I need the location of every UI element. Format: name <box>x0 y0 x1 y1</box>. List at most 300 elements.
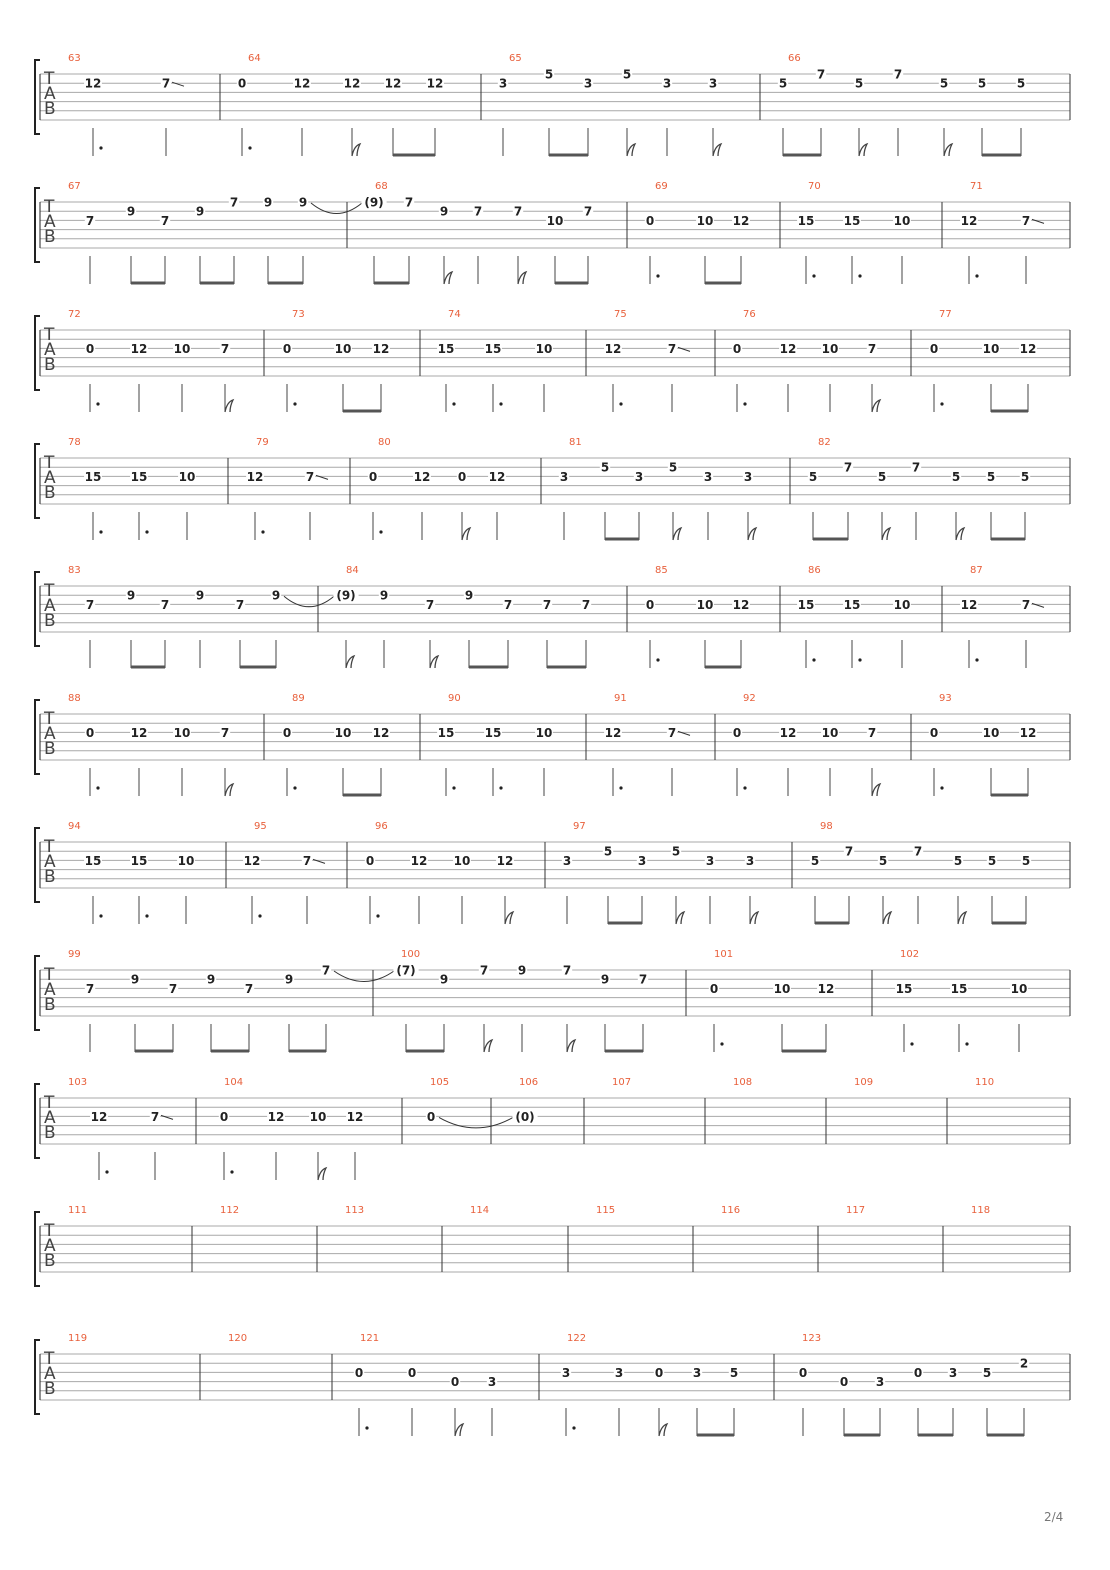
measure-number: 109 <box>854 1077 874 1088</box>
dot <box>743 402 746 405</box>
tab-system-11 <box>35 1333 1070 1436</box>
tab-clef-letter: A <box>44 852 56 872</box>
tab-clef-letter: T <box>44 69 55 89</box>
tab-clef-letter: T <box>44 837 55 857</box>
system-bracket <box>35 1084 40 1158</box>
fret-number: 3 <box>614 1365 624 1380</box>
fret-number: 3 <box>634 469 644 484</box>
measure-number: 77 <box>939 309 952 320</box>
tab-clef-letter: B <box>44 995 56 1015</box>
measure-number: 119 <box>68 1333 88 1344</box>
fret-number: 10 <box>535 341 553 356</box>
fret-number: 10 <box>309 1109 327 1124</box>
fret-number: 5 <box>808 469 818 484</box>
fret-number: 5 <box>603 844 613 859</box>
tab-clef-letter: A <box>44 980 56 1000</box>
tab-clef-letter: B <box>44 1379 56 1399</box>
fret-number: 12 <box>243 853 261 868</box>
fret-number: 10 <box>546 213 564 228</box>
fret-number: 12 <box>372 725 390 740</box>
dot <box>975 658 978 661</box>
fret-number: 3 <box>583 76 593 91</box>
dot <box>499 402 502 405</box>
dot <box>619 402 622 405</box>
fret-number: 5 <box>671 844 681 859</box>
dot <box>940 402 943 405</box>
eighth-flag <box>748 528 756 540</box>
dot <box>379 530 382 533</box>
tab-system-2 <box>35 181 1070 284</box>
eighth-flag <box>518 272 526 284</box>
fret-number: 12 <box>496 853 514 868</box>
eighth-flag <box>455 1424 463 1436</box>
fret-number: 0 <box>732 725 742 740</box>
dot <box>965 1042 968 1045</box>
dot <box>452 402 455 405</box>
fret-number: 7 <box>302 853 312 868</box>
tab-clef-letter: A <box>44 724 56 744</box>
fret-number: 3 <box>562 853 572 868</box>
tie-arc <box>334 971 394 982</box>
system-bracket <box>35 1340 40 1414</box>
tab-clef-letter: A <box>44 340 56 360</box>
fret-number: 12 <box>413 469 431 484</box>
measure-number: 89 <box>292 693 305 704</box>
fret-number: 0 <box>368 469 378 484</box>
fret-number: 7 <box>1021 597 1031 612</box>
fret-number: 12 <box>1019 725 1037 740</box>
fret-number: 7 <box>220 341 230 356</box>
fret-number: 10 <box>334 341 352 356</box>
fret-number: 0 <box>237 76 247 91</box>
fret-number: 9 <box>298 195 308 210</box>
fret-number: 7 <box>150 1109 160 1124</box>
eighth-flag <box>944 144 952 156</box>
fret-number: 7 <box>667 341 677 356</box>
fret-number: 9 <box>271 588 281 603</box>
dot <box>230 1170 233 1173</box>
measure-number: 68 <box>375 181 388 192</box>
fret-number: 3 <box>561 1365 571 1380</box>
eighth-flag <box>659 1424 667 1436</box>
fret-number: 12 <box>604 725 622 740</box>
fret-number: 7 <box>229 195 239 210</box>
tab-clef-letter: B <box>44 227 56 247</box>
fret-number: 7 <box>85 597 95 612</box>
tab-system-8 <box>35 949 1070 1052</box>
eighth-flag <box>676 912 684 924</box>
tab-clef-letter: B <box>44 355 56 375</box>
system-bracket <box>35 60 40 134</box>
fret-number: 9 <box>517 963 527 978</box>
measure-number: 92 <box>743 693 756 704</box>
fret-number: 12 <box>267 1109 285 1124</box>
fret-number: 7 <box>85 213 95 228</box>
tab-system-6 <box>35 693 1070 796</box>
fret-number: 9 <box>130 972 140 987</box>
tab-system-9 <box>35 1077 1070 1180</box>
measure-number: 75 <box>614 309 627 320</box>
tab-system-4 <box>35 437 1070 540</box>
eighth-flag <box>872 400 880 412</box>
measure-number: 104 <box>224 1077 244 1088</box>
fret-number: 12 <box>130 725 148 740</box>
measure-number: 79 <box>256 437 269 448</box>
measure-number: 78 <box>68 437 81 448</box>
tab-clef-letter: T <box>44 453 55 473</box>
fret-number: 7 <box>244 981 254 996</box>
dot <box>145 914 148 917</box>
dot <box>365 1426 368 1429</box>
fret-number: 7 <box>1021 213 1031 228</box>
fret-number: 7 <box>220 725 230 740</box>
measure-number: 69 <box>655 181 668 192</box>
fret-number: 3 <box>498 76 508 91</box>
fret-number: 12 <box>732 213 750 228</box>
measure-number: 98 <box>820 821 833 832</box>
fret-number: 12 <box>246 469 264 484</box>
fret-number: 3 <box>708 76 718 91</box>
measure-number: 64 <box>248 53 261 64</box>
tab-clef-letter: B <box>44 483 56 503</box>
measure-number: 115 <box>596 1205 616 1216</box>
dot <box>99 146 102 149</box>
measure-number: 82 <box>818 437 831 448</box>
fret-number: 15 <box>797 597 815 612</box>
measure-number: 100 <box>401 949 421 960</box>
fret-number: 15 <box>843 597 861 612</box>
tie-arc <box>311 203 362 214</box>
tab-clef-letter: B <box>44 99 56 119</box>
tab-clef-letter: B <box>44 1123 56 1143</box>
fret-number: 0 <box>426 1109 436 1124</box>
fret-number: 5 <box>939 76 949 91</box>
tab-clef-letter: B <box>44 739 56 759</box>
fret-number: 12 <box>1019 341 1037 356</box>
tab-clef-letter: A <box>44 596 56 616</box>
fret-number: 9 <box>126 204 136 219</box>
fret-number: 10 <box>535 725 553 740</box>
system-bracket <box>35 956 40 1030</box>
fret-number: 3 <box>948 1365 958 1380</box>
fret-number: 12 <box>960 597 978 612</box>
fret-number: 7 <box>321 963 331 978</box>
fret-number: 0 <box>654 1365 664 1380</box>
tab-clef-letter: B <box>44 1251 56 1271</box>
fret-number: 12 <box>372 341 390 356</box>
tab-system-1 <box>35 53 1070 156</box>
tab-clef-letter: A <box>44 1108 56 1128</box>
dot <box>452 786 455 789</box>
measure-number: 111 <box>68 1205 88 1216</box>
fret-number: 7 <box>913 844 923 859</box>
fret-number: 9 <box>195 204 205 219</box>
fret-number: 5 <box>953 853 963 868</box>
fret-number: 12 <box>343 76 361 91</box>
fret-number: 7 <box>479 963 489 978</box>
measure-number: 102 <box>900 949 920 960</box>
eighth-flag <box>444 272 452 284</box>
fret-number: 5 <box>600 460 610 475</box>
tab-system-7 <box>35 821 1070 924</box>
fret-number: 10 <box>173 725 191 740</box>
fret-number: 10 <box>334 725 352 740</box>
fret-number: 12 <box>779 341 797 356</box>
fret-number: (0) <box>515 1109 535 1124</box>
fret-number: 5 <box>1020 469 1030 484</box>
fret-number: 5 <box>622 67 632 82</box>
fret-number: 7 <box>844 844 854 859</box>
fret-number: 7 <box>581 597 591 612</box>
eighth-flag <box>225 400 233 412</box>
fret-number: 10 <box>178 469 196 484</box>
fret-number: 9 <box>439 972 449 987</box>
eighth-flag <box>750 912 758 924</box>
fret-number: 5 <box>977 76 987 91</box>
fret-number: 0 <box>450 1375 460 1390</box>
fret-number: (9) <box>364 195 384 210</box>
system-bracket <box>35 188 40 262</box>
dot <box>248 146 251 149</box>
tab-clef-letter: A <box>44 1364 56 1384</box>
dot <box>858 274 861 277</box>
eighth-flag <box>859 144 867 156</box>
tab-system-5 <box>35 565 1070 668</box>
fret-number: 5 <box>544 67 554 82</box>
tab-clef-letter: B <box>44 867 56 887</box>
fret-number: 9 <box>439 204 449 219</box>
fret-number: 0 <box>839 1375 849 1390</box>
fret-number: 7 <box>160 213 170 228</box>
fret-number: 0 <box>645 213 655 228</box>
eighth-flag <box>713 144 721 156</box>
tab-clef-letter: T <box>44 965 55 985</box>
system-bracket <box>35 444 40 518</box>
measure-number: 114 <box>470 1205 490 1216</box>
eighth-flag <box>958 912 966 924</box>
measure-number: 81 <box>569 437 582 448</box>
fret-number: 9 <box>464 588 474 603</box>
fret-number: 7 <box>168 981 178 996</box>
fret-number: 15 <box>950 981 968 996</box>
measure-number: 99 <box>68 949 81 960</box>
fret-number: 0 <box>929 725 939 740</box>
fret-number: 15 <box>130 853 148 868</box>
measure-number: 120 <box>228 1333 248 1344</box>
fret-number: 7 <box>867 725 877 740</box>
tie-arc <box>284 596 334 607</box>
measure-number: 106 <box>519 1077 539 1088</box>
measure-number: 113 <box>345 1205 365 1216</box>
dot <box>656 658 659 661</box>
eighth-flag <box>882 528 890 540</box>
eighth-flag <box>318 1168 326 1180</box>
fret-number: 9 <box>126 588 136 603</box>
fret-number: 12 <box>384 76 402 91</box>
eighth-flag <box>462 528 470 540</box>
measure-number: 70 <box>808 181 821 192</box>
system-bracket <box>35 572 40 646</box>
dot <box>99 530 102 533</box>
fret-number: 9 <box>206 972 216 987</box>
dot <box>812 274 815 277</box>
dot <box>743 786 746 789</box>
fret-number: 0 <box>219 1109 229 1124</box>
measure-number: 93 <box>939 693 952 704</box>
measure-number: 80 <box>378 437 391 448</box>
dot <box>258 914 261 917</box>
dot <box>376 914 379 917</box>
fret-number: 0 <box>913 1365 923 1380</box>
dot <box>293 402 296 405</box>
fret-number: 7 <box>473 204 483 219</box>
fret-number: 0 <box>282 341 292 356</box>
eighth-flag <box>484 1040 492 1052</box>
measure-number: 123 <box>802 1333 822 1344</box>
dot <box>812 658 815 661</box>
measure-number: 95 <box>254 821 267 832</box>
fret-number: 10 <box>982 341 1000 356</box>
fret-number: 3 <box>487 1375 497 1390</box>
fret-number: 10 <box>173 341 191 356</box>
dot <box>720 1042 723 1045</box>
dot <box>96 786 99 789</box>
fret-number: 0 <box>282 725 292 740</box>
fret-number: 10 <box>821 341 839 356</box>
tab-clef-letter: T <box>44 1221 55 1241</box>
fret-number: 3 <box>662 76 672 91</box>
eighth-flag <box>225 784 233 796</box>
fret-number: 5 <box>986 469 996 484</box>
fret-number: 9 <box>195 588 205 603</box>
eighth-flag <box>430 656 438 668</box>
measure-number: 74 <box>448 309 461 320</box>
fret-number: 7 <box>425 597 435 612</box>
fret-number: 0 <box>732 341 742 356</box>
fret-number: 15 <box>843 213 861 228</box>
measure-number: 121 <box>360 1333 380 1344</box>
tab-clef-letter: T <box>44 325 55 345</box>
fret-number: 15 <box>895 981 913 996</box>
fret-number: 10 <box>893 213 911 228</box>
eighth-flag <box>346 656 354 668</box>
fret-number: 3 <box>703 469 713 484</box>
eighth-flag <box>956 528 964 540</box>
fret-number: 12 <box>488 469 506 484</box>
dot <box>96 402 99 405</box>
fret-number: 5 <box>982 1365 992 1380</box>
fret-number: 0 <box>85 341 95 356</box>
dot <box>105 1170 108 1173</box>
tab-clef-letter: T <box>44 1093 55 1113</box>
fret-number: 5 <box>778 76 788 91</box>
fret-number: 7 <box>816 67 826 82</box>
dot <box>858 658 861 661</box>
fret-number: 12 <box>779 725 797 740</box>
eighth-flag <box>505 912 513 924</box>
tab-system-3 <box>35 309 1070 412</box>
fret-number: 3 <box>743 469 753 484</box>
measure-number: 91 <box>614 693 627 704</box>
measure-number: 116 <box>721 1205 741 1216</box>
measure-number: 67 <box>68 181 81 192</box>
fret-number: 3 <box>705 853 715 868</box>
fret-number: 10 <box>821 725 839 740</box>
measure-number: 84 <box>346 565 359 576</box>
measure-number: 122 <box>567 1333 587 1344</box>
fret-number: 5 <box>951 469 961 484</box>
measure-number: 72 <box>68 309 81 320</box>
dot <box>293 786 296 789</box>
tab-clef-letter: B <box>44 611 56 631</box>
fret-number: 12 <box>604 341 622 356</box>
measure-number: 117 <box>846 1205 866 1216</box>
fret-number: 0 <box>85 725 95 740</box>
fret-number: 12 <box>960 213 978 228</box>
fret-number: 0 <box>457 469 467 484</box>
fret-number: 9 <box>263 195 273 210</box>
fret-number: 7 <box>235 597 245 612</box>
fret-number: 3 <box>637 853 647 868</box>
fret-number: 9 <box>379 588 389 603</box>
fret-number: 12 <box>293 76 311 91</box>
measure-number: 66 <box>788 53 801 64</box>
fret-number: 0 <box>365 853 375 868</box>
eighth-flag <box>627 144 635 156</box>
system-bracket <box>35 1212 40 1286</box>
dot <box>572 1426 575 1429</box>
fret-number: 2 <box>1019 1356 1029 1371</box>
tab-system-10 <box>35 1205 1070 1286</box>
measure-number: 103 <box>68 1077 88 1088</box>
measure-number: 96 <box>375 821 388 832</box>
fret-number: 7 <box>638 972 648 987</box>
fret-number: 10 <box>773 981 791 996</box>
tab-clef-letter: A <box>44 468 56 488</box>
fret-number: 5 <box>1021 853 1031 868</box>
eighth-flag <box>673 528 681 540</box>
eighth-flag <box>872 784 880 796</box>
fret-number: 7 <box>85 981 95 996</box>
fret-number: 0 <box>354 1365 364 1380</box>
fret-number: 7 <box>542 597 552 612</box>
fret-number: (7) <box>396 963 416 978</box>
fret-number: 12 <box>732 597 750 612</box>
fret-number: 7 <box>562 963 572 978</box>
measure-number: 63 <box>68 53 81 64</box>
fret-number: 12 <box>410 853 428 868</box>
tie-arc <box>439 1117 513 1128</box>
dot <box>145 530 148 533</box>
fret-number: 7 <box>843 460 853 475</box>
measure-number: 87 <box>970 565 983 576</box>
dot <box>99 914 102 917</box>
dot <box>499 786 502 789</box>
fret-number: 10 <box>982 725 1000 740</box>
tab-clef-letter: A <box>44 84 56 104</box>
fret-number: 10 <box>453 853 471 868</box>
measure-number: 105 <box>430 1077 450 1088</box>
fret-number: 3 <box>875 1375 885 1390</box>
system-bracket <box>35 316 40 390</box>
fret-number: 7 <box>867 341 877 356</box>
measure-number: 94 <box>68 821 81 832</box>
fret-number: 10 <box>1010 981 1028 996</box>
fret-number: 5 <box>877 469 887 484</box>
dot <box>910 1042 913 1045</box>
fret-number: 12 <box>817 981 835 996</box>
fret-number: 10 <box>893 597 911 612</box>
